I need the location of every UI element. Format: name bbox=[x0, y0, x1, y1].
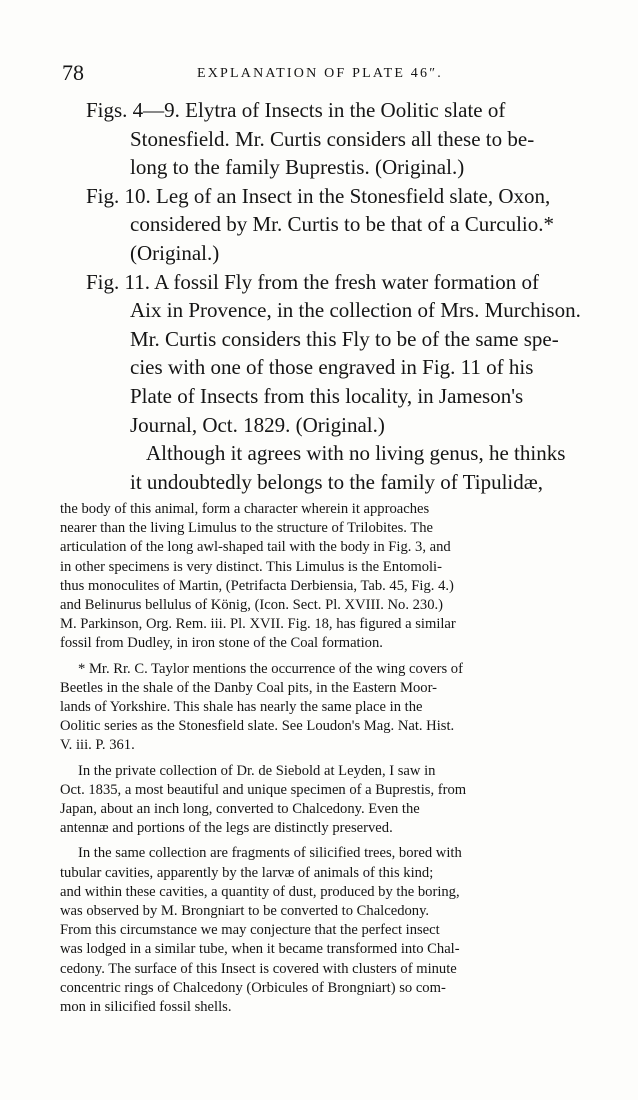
text-line: considered by Mr. Curtis to be that of a Curculio.* bbox=[130, 212, 555, 237]
text-line: nearer than the living Limulus to the structure of Trilobites. The bbox=[60, 520, 434, 537]
text-line: was observed by M. Brongniart to be converted to Chalcedony. bbox=[60, 903, 430, 920]
text-line: Figs. 4—9. Elytra of Insects in the Oolitic slate of bbox=[86, 98, 506, 122]
text-line: tubular cavities, apparently by the larvæ of animals of this kind; bbox=[60, 864, 434, 881]
text-line: From this circumstance we may conjecture that the perfect insect bbox=[60, 922, 440, 939]
text-line: and within these cavities, a quantity of dust, produced by the boring, bbox=[60, 883, 460, 900]
text-line: antennæ and portions of the legs are distinctly preserved. bbox=[60, 820, 393, 837]
text-line: Oct. 1835, a most beautiful and unique specimen of a Buprestis, from bbox=[60, 781, 467, 798]
text-line: Japan, about an inch long, converted to Chalcedony. Even the bbox=[60, 801, 420, 818]
text-line: it undoubtedly belongs to the family of Tipulidæ, bbox=[130, 469, 544, 494]
text-line: Aix in Provence, in the collection of Mrs. Murchison. bbox=[130, 298, 581, 323]
text-line: Fig. 10. Leg of an Insect in the Stonesfield slate, Oxon, bbox=[86, 183, 551, 208]
figure-entry-10 bbox=[86, 182, 582, 268]
text-line: Beetles in the shale of the Danby Coal pits, in the Eastern Moor- bbox=[60, 679, 438, 696]
plate-explanation bbox=[86, 96, 582, 496]
text-line: Although it agrees with no living genus, he thinks bbox=[146, 441, 566, 466]
footnote-collection bbox=[60, 844, 582, 1017]
figure-entry-4-9 bbox=[86, 96, 582, 182]
text-line: was lodged in a similar tube, when it became transformed into Chal- bbox=[60, 941, 460, 958]
footnotes bbox=[60, 500, 582, 1023]
text-line: * Mr. Rr. C. Taylor mentions the occurrence of the wing covers of bbox=[78, 660, 463, 677]
text-line: V. iii. P. 361. bbox=[60, 737, 135, 754]
text-line: Stonesfield. Mr. Curtis considers all these to be- bbox=[130, 126, 535, 151]
running-title: EXPLANATION OF PLATE 46″. bbox=[197, 66, 443, 81]
text-line: Journal, Oct. 1829. (Original.) bbox=[130, 412, 385, 437]
text-line: the body of this animal, form a character wherein it approaches bbox=[60, 501, 430, 517]
text-line: mon in silicified fossil shells. bbox=[60, 999, 232, 1016]
figure-entry-11 bbox=[86, 268, 582, 497]
page-header bbox=[62, 60, 582, 90]
text-line: in other specimens is very distinct. This Limulus is the Entomoli- bbox=[60, 558, 442, 575]
text-line: M. Parkinson, Org. Rem. iii. Pl. XVII. Fig. 18, has figured a similar bbox=[60, 616, 456, 633]
text-line: In the same collection are fragments of silicified trees, bored with bbox=[78, 845, 462, 862]
text-line: cies with one of those engraved in Fig. 11 of his bbox=[130, 355, 534, 380]
text-line: and Belinurus bellulus of König, (Icon. Sect. Pl. XVIII. No. 230.) bbox=[60, 597, 444, 614]
text-line: Oolitic series as the Stonesfield slate. See Loudon's Mag. Nat. Hist. bbox=[60, 718, 455, 735]
text-line: Plate of Insects from this locality, in Jameson's bbox=[130, 383, 524, 408]
text-line: In the private collection of Dr. de Siebold at Leyden, I saw in bbox=[78, 762, 436, 779]
text-line: Mr. Curtis considers this Fly to be of the same spe- bbox=[130, 326, 559, 351]
text-line: long to the family Buprestis. (Original.) bbox=[130, 155, 465, 180]
footnote-siebold bbox=[60, 762, 582, 839]
text-line: lands of Yorkshire. This shale has nearly the same place in the bbox=[60, 699, 423, 716]
text-line: (Original.) bbox=[130, 240, 220, 265]
text-line: thus monoculites of Martin, (Petrifacta Derbiensia, Tab. 45, Fig. 4.) bbox=[60, 577, 454, 594]
text-line: fossil from Dudley, in iron stone of the Coal formation. bbox=[60, 635, 383, 652]
page-number: 78 bbox=[62, 60, 84, 85]
text-line: articulation of the long awl-shaped tail with the body in Fig. 3, and bbox=[60, 539, 451, 556]
text-line: cedony. The surface of this Insect is covered with clusters of minute bbox=[60, 960, 457, 977]
text-line: concentric rings of Chalcedony (Orbicules of Brongniart) so com- bbox=[60, 979, 446, 996]
footnote-continuation bbox=[60, 500, 582, 654]
text-line: Fig. 11. A fossil Fly from the fresh water formation of bbox=[86, 269, 539, 294]
footnote-curculio bbox=[60, 660, 582, 756]
